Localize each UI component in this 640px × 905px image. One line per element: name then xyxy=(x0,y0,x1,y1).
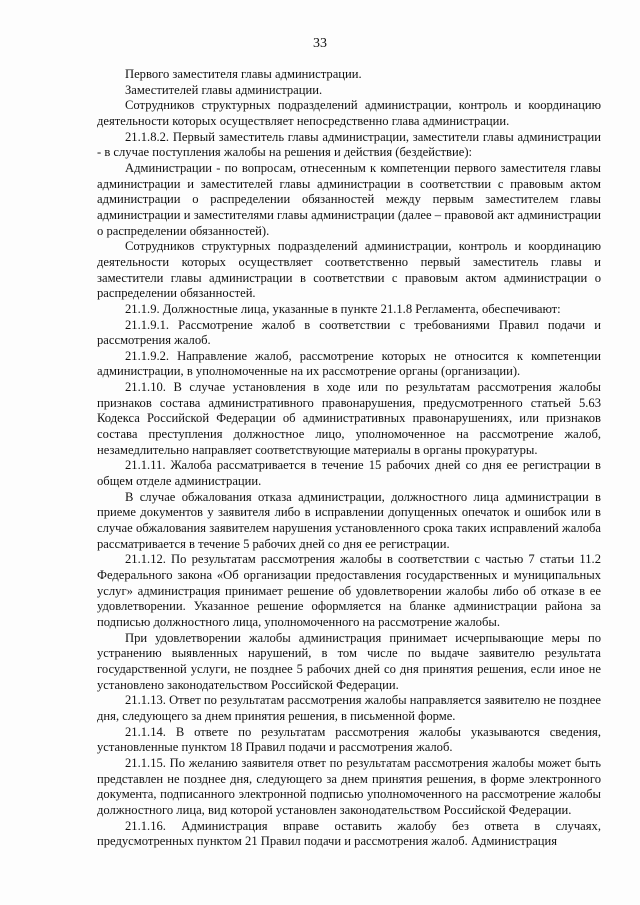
paragraph: 21.1.9.1. Рассмотрение жалоб в соответствии с требованиями Правил подачи и рассмотрения жалоб. xyxy=(97,317,601,348)
paragraph: В случае обжалования отказа администрации, должностного лица администрации в приеме документов у заявителя либо в исправлении допущенных опечаток и ошибок или в случае обжалования заявителем нарушения установленного срока таких исправлений жалоба рассматривается в течение 5 рабочих дней со дня ее регистрации. xyxy=(97,489,601,551)
paragraph: Первого заместителя главы администрации. xyxy=(125,67,362,81)
paragraph: Администрации - по вопросам, отнесенным к компетенции первого заместителя главы администрации и заместителей главы администрации в соответствии с правовым актом администрации о распределении обязанностей между первым заместителем главы администрации и заместителями главы администрации (далее – правовой акт администрации о распределении обязанностей). xyxy=(97,160,601,238)
paragraph: 21.1.9.2. Направление жалоб, рассмотрение которых не относится к компетенции администрации, в уполномоченные на их рассмотрение органы (организации). xyxy=(97,348,601,379)
document-body xyxy=(97,67,601,850)
paragraph: 21.1.10. В случае установления в ходе или по результатам рассмотрения жалобы признаков состава административного правонарушения, предусмотренного статьей 5.63 Кодекса Российской Федерации об административных правонарушениях, или признаков состава преступления должностное лицо, уполномоченное на рассмотрение жалоб, незамедлительно направляет соответствующие материалы в органы прокуратуры. xyxy=(97,380,601,457)
paragraph: При удовлетворении жалобы администрация принимает исчерпывающие меры по устранению выявленных нарушений, в том числе по выдаче заявителю результата государственной услуги, не позднее 5 рабочих дней со дня принятия решения, если иное не установлено законодательством Российской Федерации. xyxy=(97,630,601,692)
paragraph: 21.1.9. Должностные лица, указанные в пункте 21.1.8 Регламента, обеспечивают: xyxy=(125,301,561,316)
paragraph: 21.1.14. В ответе по результатам рассмотрения жалобы указываются сведения, установленные пунктом 18 Правил подачи и рассмотрения жалоб. xyxy=(97,724,601,755)
paragraph: 21.1.13. Ответ по результатам рассмотрения жалобы направляется заявителю не позднее дня, следующего за днем принятия решения, в письменной форме. xyxy=(97,693,601,723)
paragraph: 21.1.12. По результатам рассмотрения жалобы в соответствии с частью 7 статьи 11.2 Федерального закона «Об организации предоставления государственных и муниципальных услуг» администрация принимает решение об удовлетворении жалобы либо об отказе в ее удовлетворении. Указанное решение оформляется на бланке администрации района за подписью должностного лица, уполномоченного на рассмотрение жалобы. xyxy=(97,552,601,629)
paragraph: Сотрудников структурных подразделений администрации, контроль и координацию деятельности которых осуществляет непосредственно глава администрации. xyxy=(97,98,601,128)
paragraph: Заместителей главы администрации. xyxy=(125,82,323,97)
paragraph: 21.1.11. Жалоба рассматривается в течение 15 рабочих дней со дня ее регистрации в общем отделе администрации. xyxy=(97,458,601,489)
page-number: 33 xyxy=(313,36,327,51)
paragraph: Сотрудников структурных подразделений администрации, контроль и координацию деятельности которых осуществляет соответственно первый заместитель главы и заместители главы администрации в соответствии с правовым актом администрации о распределении обязанностей. xyxy=(97,239,601,301)
paragraph: 21.1.8.2. Первый заместитель главы администрации, заместители главы администрации - в случае поступления жалобы на решения и действия (бездействие): xyxy=(97,129,601,160)
paragraph: 21.1.16. Администрация вправе оставить жалобу без ответа в случаях, предусмотренных пунктом 21 Правил подачи и рассмотрения жалоб. Администрация xyxy=(97,818,601,849)
paragraph: 21.1.15. По желанию заявителя ответ по результатам рассмотрения жалобы может быть представлен не позднее дня, следующего за днем принятия решения, в форме электронного документа, подписанного электронной подписью уполномоченного на рассмотрение жалобы должностного лица, вид которой установлен законодательством Российской Федерации. xyxy=(97,755,601,817)
